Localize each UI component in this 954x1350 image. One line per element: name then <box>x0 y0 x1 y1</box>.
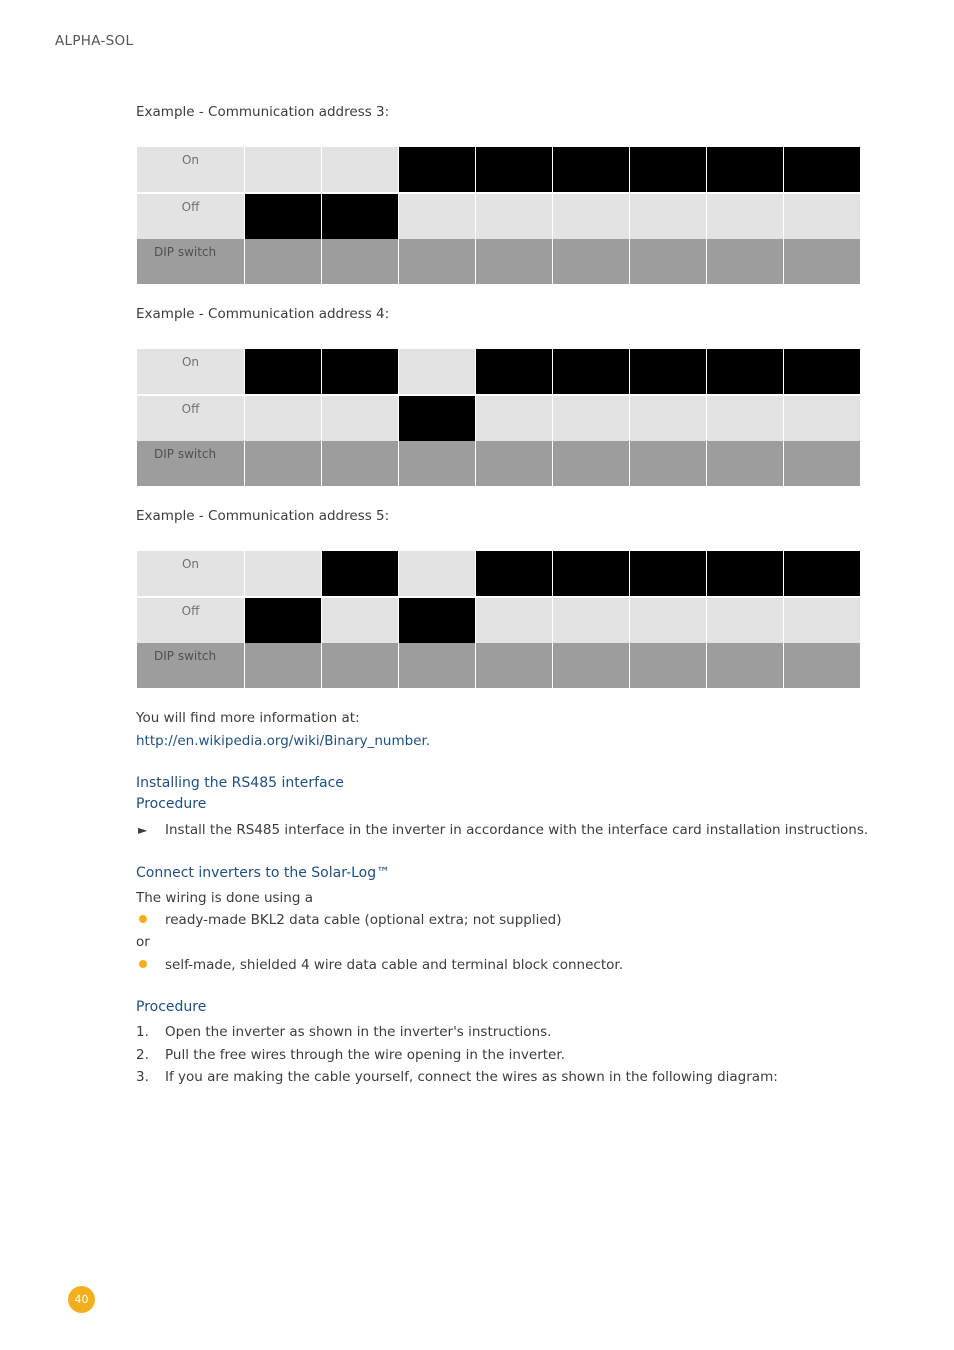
connect-or: or <box>136 934 150 950</box>
dip-cell-off-3 <box>399 598 475 643</box>
dip-row-label: On <box>137 147 244 192</box>
dip-cell-on-3 <box>399 551 475 596</box>
dip-cell-dip-8 <box>784 643 860 688</box>
wikipedia-link[interactable]: http://en.wikipedia.org/wiki/Binary_number. <box>136 733 431 749</box>
dip-cell-on-8 <box>784 349 860 394</box>
connect-intro: The wiring is done using a <box>136 890 313 906</box>
dip-cell-on-1 <box>245 551 321 596</box>
dip-cell-off-6 <box>630 598 706 643</box>
dip-cell-on-3 <box>399 147 475 192</box>
step-number: 2. <box>136 1047 149 1063</box>
dip-cell-dip-7 <box>707 441 783 486</box>
step-text: Open the inverter as shown in the inverter's instructions. <box>165 1024 552 1040</box>
dip-cell-dip-4 <box>476 643 552 688</box>
dip-row-on <box>137 147 860 192</box>
page-number: 40 <box>68 1286 95 1313</box>
connect-option-1: ready-made BKL2 data cable (optional extra; not supplied) <box>165 912 562 928</box>
dip-row-label: DIP switch <box>137 643 244 688</box>
dip-table-1 <box>137 147 864 284</box>
dip-row-on <box>137 349 860 394</box>
dip-row-off <box>137 396 860 441</box>
dip-row-off <box>137 598 860 643</box>
dip-cell-dip-3 <box>399 643 475 688</box>
install-heading: Installing the RS485 interface <box>136 775 344 791</box>
dip-cell-off-7 <box>707 396 783 441</box>
dip-row-label: On <box>137 551 244 596</box>
dip-cell-off-8 <box>784 598 860 643</box>
dip-cell-dip-3 <box>399 441 475 486</box>
dip-cell-off-8 <box>784 396 860 441</box>
dip-cell-dip-7 <box>707 239 783 284</box>
dip-cell-off-7 <box>707 194 783 239</box>
dip-cell-off-3 <box>399 396 475 441</box>
dip-cell-dip-5 <box>553 441 629 486</box>
example-caption-2: Example - Communication address 4: <box>136 306 390 322</box>
dip-cell-off-7 <box>707 598 783 643</box>
dip-cell-on-2 <box>322 349 398 394</box>
connect-option-2: self-made, shielded 4 wire data cable and terminal block connector. <box>165 957 623 973</box>
dip-cell-off-5 <box>553 396 629 441</box>
install-step: Install the RS485 interface in the inverter in accordance with the interface card installation instructions. <box>165 822 869 838</box>
dip-cell-on-2 <box>322 147 398 192</box>
dip-cell-on-5 <box>553 147 629 192</box>
dip-cell-on-6 <box>630 147 706 192</box>
dip-cell-on-4 <box>476 551 552 596</box>
more-info-text: You will find more information at: <box>136 710 360 726</box>
dip-cell-dip-2 <box>322 239 398 284</box>
dip-cell-off-1 <box>245 598 321 643</box>
step-text: Pull the free wires through the wire opening in the inverter. <box>165 1047 565 1063</box>
dip-cell-on-8 <box>784 147 860 192</box>
dip-cell-on-4 <box>476 349 552 394</box>
dip-cell-off-8 <box>784 194 860 239</box>
dip-cell-on-7 <box>707 349 783 394</box>
dip-cell-dip-4 <box>476 441 552 486</box>
dip-cell-off-2 <box>322 194 398 239</box>
dip-cell-off-2 <box>322 396 398 441</box>
example-caption-3: Example - Communication address 5: <box>136 508 390 524</box>
dip-cell-dip-2 <box>322 643 398 688</box>
dip-row-label: Off <box>137 194 244 239</box>
dip-cell-off-5 <box>553 194 629 239</box>
procedure-heading: Procedure <box>136 999 207 1015</box>
dip-cell-dip-8 <box>784 441 860 486</box>
example-caption-1: Example - Communication address 3: <box>136 104 390 120</box>
bullet-icon <box>139 960 147 968</box>
dip-cell-off-3 <box>399 194 475 239</box>
dip-cell-on-2 <box>322 551 398 596</box>
dip-row-dip <box>137 643 860 688</box>
dip-cell-dip-7 <box>707 643 783 688</box>
dip-cell-off-6 <box>630 396 706 441</box>
dip-cell-on-8 <box>784 551 860 596</box>
dip-cell-on-3 <box>399 349 475 394</box>
dip-cell-dip-5 <box>553 643 629 688</box>
dip-cell-dip-2 <box>322 441 398 486</box>
dip-cell-off-4 <box>476 396 552 441</box>
dip-cell-off-4 <box>476 194 552 239</box>
dip-row-label: DIP switch <box>137 441 244 486</box>
dip-cell-on-1 <box>245 349 321 394</box>
dip-cell-dip-5 <box>553 239 629 284</box>
dip-cell-dip-8 <box>784 239 860 284</box>
install-procedure-heading: Procedure <box>136 796 207 812</box>
dip-cell-dip-1 <box>245 239 321 284</box>
dip-cell-dip-1 <box>245 441 321 486</box>
dip-row-label: DIP switch <box>137 239 244 284</box>
dip-row-label: Off <box>137 598 244 643</box>
dip-cell-dip-4 <box>476 239 552 284</box>
dip-cell-off-5 <box>553 598 629 643</box>
dip-cell-off-1 <box>245 194 321 239</box>
dip-cell-dip-3 <box>399 239 475 284</box>
step-number: 3. <box>136 1069 149 1085</box>
arrow-icon: ► <box>138 823 148 837</box>
dip-row-dip <box>137 441 860 486</box>
dip-row-on <box>137 551 860 596</box>
dip-cell-off-4 <box>476 598 552 643</box>
dip-cell-on-6 <box>630 551 706 596</box>
dip-cell-off-1 <box>245 396 321 441</box>
dip-cell-on-1 <box>245 147 321 192</box>
dip-row-off <box>137 194 860 239</box>
connect-heading: Connect inverters to the Solar-Log™ <box>136 865 391 881</box>
dip-table-3 <box>137 551 864 688</box>
dip-row-label: Off <box>137 396 244 441</box>
dip-cell-dip-1 <box>245 643 321 688</box>
step-number: 1. <box>136 1024 149 1040</box>
dip-cell-on-4 <box>476 147 552 192</box>
dip-cell-on-5 <box>553 349 629 394</box>
dip-cell-dip-6 <box>630 643 706 688</box>
brand-header: ALPHA-SOL <box>55 33 134 49</box>
dip-cell-off-2 <box>322 598 398 643</box>
dip-table-2 <box>137 349 864 486</box>
dip-cell-off-6 <box>630 194 706 239</box>
dip-row-label: On <box>137 349 244 394</box>
step-text: If you are making the cable yourself, connect the wires as shown in the following diagram: <box>165 1069 778 1085</box>
dip-cell-dip-6 <box>630 441 706 486</box>
dip-cell-dip-6 <box>630 239 706 284</box>
dip-cell-on-7 <box>707 147 783 192</box>
dip-cell-on-5 <box>553 551 629 596</box>
dip-cell-on-7 <box>707 551 783 596</box>
dip-cell-on-6 <box>630 349 706 394</box>
bullet-icon <box>139 915 147 923</box>
dip-row-dip <box>137 239 860 284</box>
